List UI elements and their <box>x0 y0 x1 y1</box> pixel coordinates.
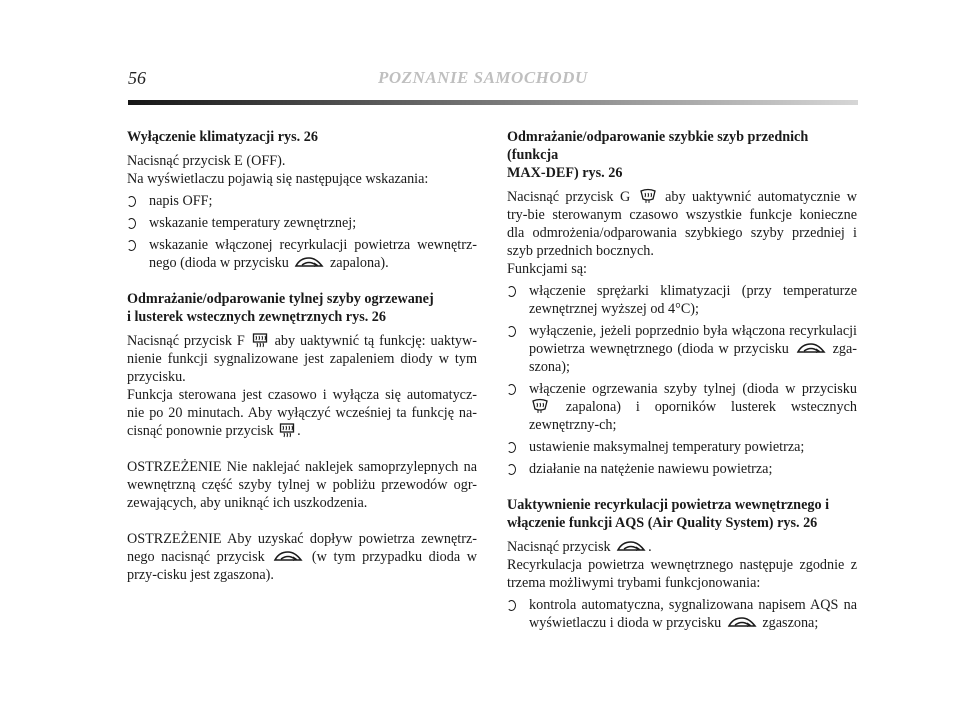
max-def-list <box>507 282 857 478</box>
list-item: włączenie ogrzewania szyby tylnej (dioda w przycisku zapalona) i oporników lusterek wstecznych zewnętrzny-ch; <box>507 380 857 434</box>
heading-ac-off: Wyłączenie klimatyzacji rys. 26 <box>127 129 318 145</box>
bullet-icon <box>127 218 136 229</box>
list-item: wskazanie temperatury zewnętrznej; <box>127 214 477 232</box>
ac-off-list <box>127 192 477 272</box>
bullet-icon <box>507 600 516 611</box>
bullet-icon <box>127 240 136 251</box>
list-item: ustawienie maksymalnej temperatury powietrza; <box>507 438 857 456</box>
left-column <box>127 128 477 584</box>
list-item: działanie na natężenie nawiewu powietrza; <box>507 460 857 478</box>
right-column <box>507 128 857 632</box>
heading-rear-defrost: Odmrażanie/odparowanie tylnej szyby ogrzewanej i lusterek wstecznych zewnętrznych rys. 26 <box>127 291 434 325</box>
list-item: włączenie sprężarki klimatyzacji (przy temperaturze zewnętrznej wyższej od 4°C); <box>507 282 857 318</box>
warning-outside-air: OSTRZEŻENIE Aby uzyskać dopływ powietrza zewnętrz-nego nacisnąć przycisk (w tym przypadku dioda w przy-cisku jest zgaszona). <box>127 531 478 583</box>
bullet-icon <box>507 286 516 297</box>
list-item: wyłączenie, jeżeli poprzednio była włączona recyrkulacji powietrza wewnętrznego (dioda w przycisku zga-szona); <box>507 322 857 376</box>
page-number: 56 <box>128 68 146 88</box>
bullet-icon <box>507 384 516 395</box>
warning-stickers: OSTRZEŻENIE Nie naklejać naklejek samoprzylepnych na wewnętrzną część szyby tylnej w pobliżu przewodów ogr-zewających, aby uniknąć ich uszkodzenia. <box>127 459 477 511</box>
header-rule <box>128 100 858 105</box>
list-item: wskazanie włączonej recyrkulacji powietrza wewnętrz-nego (dioda w przycisku zapalona). <box>127 236 477 272</box>
car-recirculation-icon <box>294 254 324 270</box>
car-recirculation-icon <box>727 614 757 630</box>
max-def-functions-intro: Funkcjami są: <box>507 261 587 277</box>
heading-recirculation: Uaktywnienie recyrkulacji powietrza wewnętrznego i włączenie funkcji AQS (Air Quality System) rys. 26 <box>507 497 830 531</box>
rear-window-defrost-icon <box>279 422 295 438</box>
recirculation-modes-intro: Recyrkulacja powietrza wewnętrznego następuje zgodnie z trzema możliwymi trybami funkcjonowania: <box>507 557 857 591</box>
rear-defrost-text: Nacisnąć przycisk F aby uaktywnić tą funkcję: uaktyw-nienie funkcji sygnalizowane jest zapaleniem diody w tym przycisku. <box>127 333 477 385</box>
recirculation-step: Nacisnąć przycisk . <box>507 539 652 555</box>
bullet-icon <box>507 326 516 337</box>
bullet-icon <box>127 196 136 207</box>
bullet-icon <box>507 442 516 453</box>
list-item: napis OFF; <box>127 192 477 210</box>
car-recirculation-icon <box>796 340 826 356</box>
recirculation-list <box>507 596 857 632</box>
ac-off-step: Nacisnąć przycisk E (OFF). <box>127 153 286 169</box>
list-item: kontrola automatyczna, sygnalizowana napisem AQS na wyświetlaczu i dioda w przycisku zgaszona; <box>507 596 857 632</box>
heading-max-def: Odmrażanie/odparowanie szybkie szyb przednich (funkcja MAX-DEF) rys. 26 <box>507 129 809 181</box>
bullet-icon <box>507 464 516 475</box>
page-header <box>128 68 858 108</box>
windscreen-max-def-icon <box>639 188 657 204</box>
rear-defrost-timer-text: Funkcja sterowana jest czasowo i wyłącza się automatycz-nie po 20 minutach. Aby wyłączyć wcześniej ta funkcję na-cisnąć ponownie przycisk . <box>127 387 477 439</box>
car-recirculation-icon <box>273 548 303 564</box>
max-def-text: Nacisnąć przycisk G aby uaktywnić automatycznie w try-bie sterowanym czasowo wszystkie funkcje konieczne dla odmrożenia/odparowania szybkiego szyby przedniej i szyb przednich bocznych. <box>507 189 857 259</box>
section-title: POZNANIE SAMOCHODU <box>378 68 588 87</box>
ac-off-display-intro: Na wyświetlaczu pojawią się następujące wskazania: <box>127 171 429 187</box>
windscreen-max-def-icon <box>531 398 549 414</box>
rear-window-defrost-icon <box>252 332 268 348</box>
car-recirculation-icon <box>616 538 646 554</box>
